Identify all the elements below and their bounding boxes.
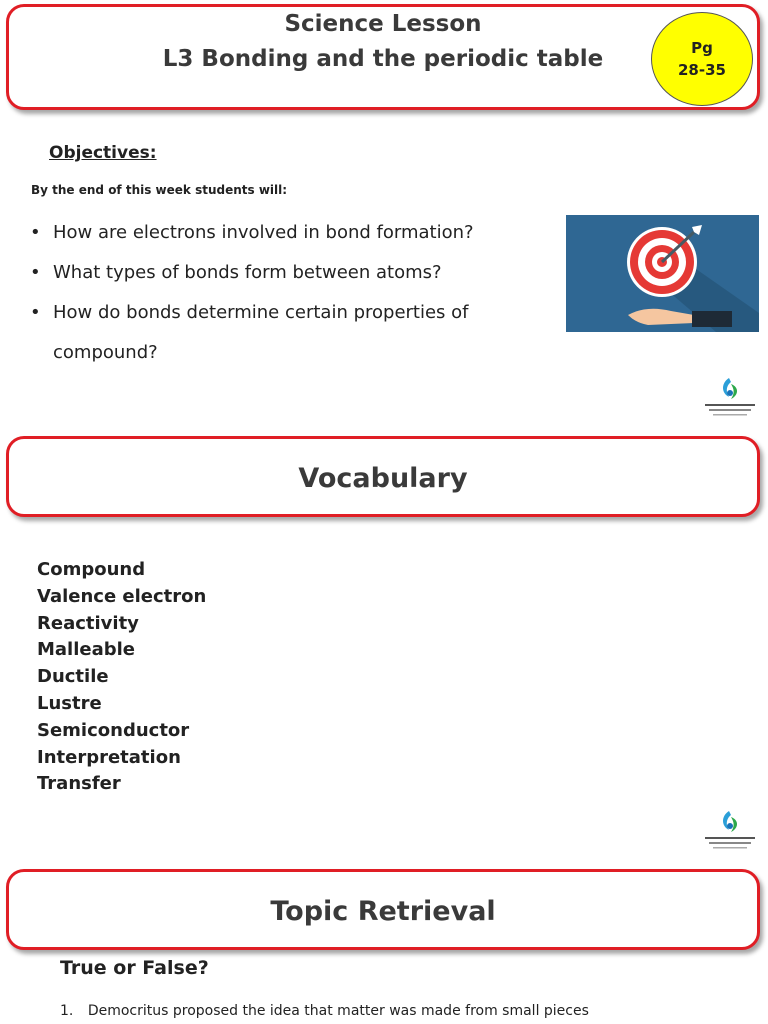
vocab-term: Semiconductor [37,719,190,741]
target-in-hand-icon [566,215,759,332]
target-image [566,215,759,332]
school-logo [701,375,759,419]
objectives-intro: By the end of this week students will: [31,183,288,197]
vocabulary-box [6,436,760,517]
question-text: Democritus proposed the idea that matter was made from small pieces [87,1003,589,1019]
page-label: Pg [691,39,713,57]
lesson-subtitle: L3 Bonding and the periodic table [162,46,604,72]
objective-item: • What types of bonds form between atoms? [30,253,550,293]
vocab-term: Compound [37,559,146,580]
true-false-heading: True or False? [60,957,209,979]
topic-retrieval-title: Topic Retrieval [270,896,496,927]
vocab-term: Transfer [37,773,121,795]
page-badge [651,12,753,106]
objectives-list [30,213,550,373]
lesson-header-box [6,4,760,110]
vocab-term: Ductile [37,666,109,688]
school-logo [701,808,759,852]
page-range: 28-35 [678,61,726,79]
vocabulary-title: Vocabulary [298,463,468,494]
vocab-term: Lustre [37,692,102,714]
objective-item: • How do bonds determine certain properties of compound? [30,293,550,373]
vocab-term: Reactivity [37,612,139,634]
lesson-title: Science Lesson [284,11,482,37]
topic-retrieval-box [6,869,760,950]
vocabulary-list [37,557,206,798]
vocab-term: Interpretation [37,746,181,768]
vocab-term: Malleable [37,639,136,661]
vocab-term: Valence electron [37,585,207,607]
objective-item: • How are electrons involved in bond formation? [30,213,550,253]
school-logo-icon [701,375,759,419]
question-1 [60,1003,589,1019]
question-number: 1. [60,1003,74,1019]
objectives-heading: Objectives: [49,143,157,163]
school-logo-icon [701,808,759,852]
